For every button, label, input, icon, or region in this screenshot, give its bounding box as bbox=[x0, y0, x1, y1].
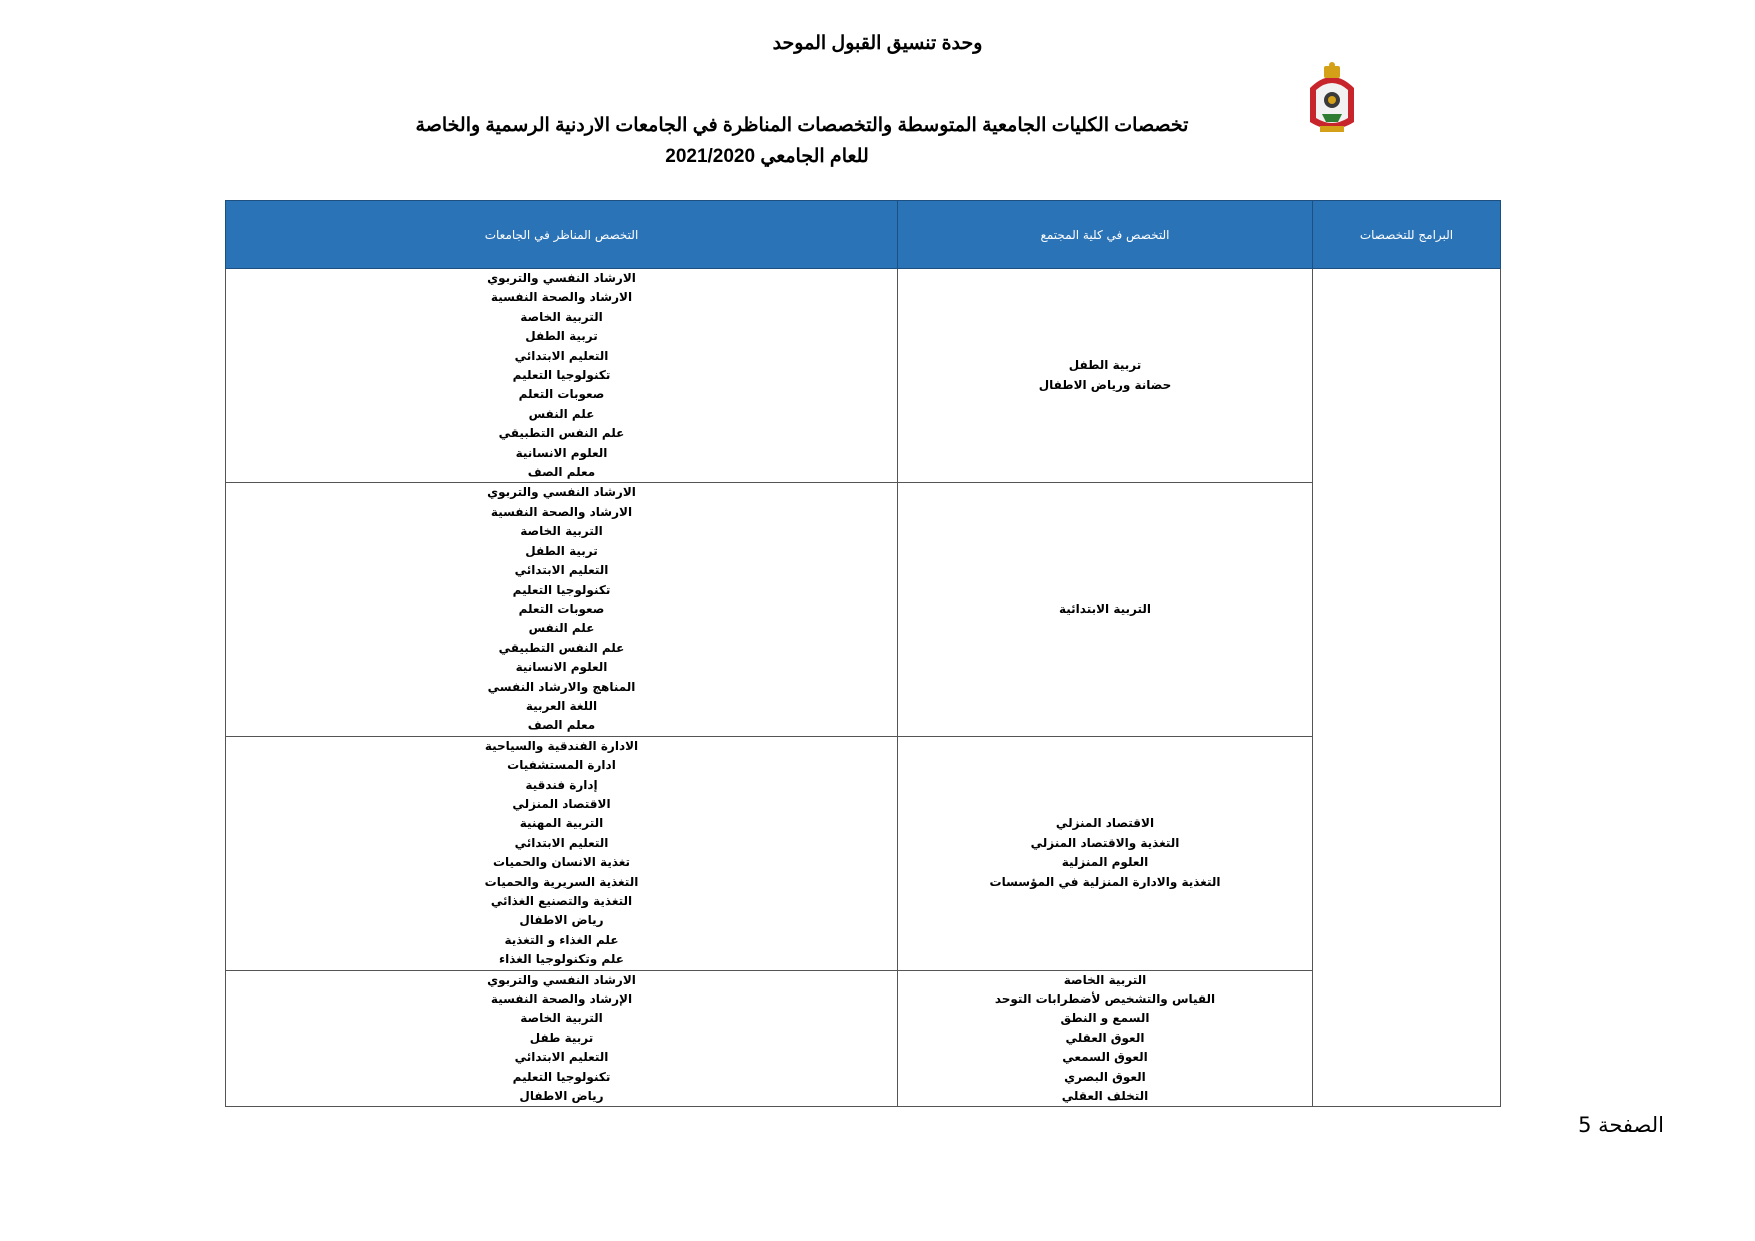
column-header-programs: البرامج للتخصصات bbox=[1313, 201, 1501, 269]
list-item: الإرشاد والصحة النفسية bbox=[490, 992, 633, 1007]
community-college-cell bbox=[898, 269, 1313, 483]
page-number: الصفحة 5 bbox=[1578, 1113, 1664, 1137]
universities-cell bbox=[226, 483, 898, 736]
list-item: علم النفس التطبيقي bbox=[498, 426, 625, 441]
list-item: التربية الخاصة bbox=[520, 524, 603, 539]
list-item: التغذية السريرية والحميات bbox=[484, 874, 639, 889]
list-item: العلوم المنزلية bbox=[1061, 855, 1149, 870]
unit-name: وحدة تنسيق القبول الموحد bbox=[772, 33, 983, 54]
list-item: التربية الخاصة bbox=[520, 1011, 603, 1026]
universities-cell bbox=[226, 970, 898, 1107]
list-item: تكنولوجيا التعليم bbox=[512, 368, 611, 383]
table-row bbox=[226, 269, 1501, 483]
list-item: التخلف العقلي bbox=[1061, 1089, 1149, 1104]
list-item: علم النفس bbox=[528, 406, 595, 421]
list-item: تربية الطفل bbox=[525, 543, 598, 558]
list-item: تكنولوجيا التعليم bbox=[512, 1069, 611, 1084]
table-header-row bbox=[226, 201, 1501, 269]
list-item: القياس والتشخيص لأضطرابات التوحد bbox=[994, 992, 1216, 1007]
list-item: تكنولوجيا التعليم bbox=[512, 582, 611, 597]
table-row bbox=[226, 970, 1501, 1107]
list-item: رياض الاطفال bbox=[519, 1089, 604, 1104]
list-item: التعليم الابتدائي bbox=[514, 1050, 609, 1065]
list-item: العوق السمعي bbox=[1062, 1050, 1148, 1065]
list-item: التربية المهنية bbox=[519, 816, 604, 831]
list-item: التربية الابتدائية bbox=[1058, 601, 1152, 616]
list-item: التغذية والتصنيع الغذائي bbox=[490, 894, 633, 908]
list-item: العلوم الانسانية bbox=[515, 445, 608, 460]
community-college-cell bbox=[898, 483, 1313, 736]
list-item: معلم الصف bbox=[527, 718, 596, 733]
list-item: الاقتصاد المنزلي bbox=[1055, 816, 1155, 831]
list-item: الادارة الفندقية والسياحية bbox=[484, 738, 639, 753]
list-item: التربية الخاصة bbox=[1063, 972, 1147, 987]
list-item: الارشاد النفسي والتربوي bbox=[487, 271, 636, 285]
list-item: اللغة العربية bbox=[525, 698, 598, 713]
list-item: العلوم الانسانية bbox=[515, 660, 608, 675]
programs-cell bbox=[1313, 269, 1501, 1107]
list-item: المناهج والارشاد النفسي bbox=[487, 679, 636, 694]
list-item: تربية طفل bbox=[529, 1030, 594, 1045]
table-row bbox=[226, 483, 1501, 736]
list-item: الارشاد والصحة النفسية bbox=[490, 290, 633, 305]
universities-cell bbox=[226, 736, 898, 970]
list-item: تربية الطفل bbox=[525, 329, 598, 344]
specializations-table bbox=[225, 200, 1501, 1107]
list-item: تربية الطفل bbox=[1068, 358, 1142, 373]
list-item: التغذية والادارة المنزلية في المؤسسات bbox=[989, 874, 1221, 889]
universities-cell bbox=[226, 269, 898, 483]
list-item: علم الغذاء و التغذية bbox=[504, 932, 619, 947]
list-item: حضانة ورياض الاطفال bbox=[1038, 377, 1172, 392]
list-item: صعوبات التعلم bbox=[518, 601, 605, 616]
list-item: معلم الصف bbox=[527, 465, 596, 480]
list-item: الاقتصاد المنزلي bbox=[512, 796, 611, 811]
list-item: علم النفس التطبيقي bbox=[498, 640, 625, 655]
list-item: السمع و النطق bbox=[1060, 1011, 1150, 1026]
list-item: علم النفس bbox=[528, 621, 595, 636]
list-item: تغذية الانسان والحميات bbox=[492, 855, 631, 870]
list-item: التعليم الابتدائي bbox=[514, 348, 609, 363]
community-college-cell bbox=[898, 736, 1313, 970]
list-item: العوق العقلي bbox=[1065, 1030, 1145, 1045]
list-item: صعوبات التعلم bbox=[518, 387, 605, 402]
list-item: التربية الخاصة bbox=[520, 309, 603, 324]
list-item: الارشاد النفسي والتربوي bbox=[487, 972, 636, 987]
list-item: التعليم الابتدائي bbox=[514, 563, 609, 578]
list-item: رياض الاطفال bbox=[519, 913, 604, 928]
list-item: ادارة المستشفيات bbox=[507, 758, 616, 773]
list-item: التعليم الابتدائي bbox=[514, 835, 609, 850]
academic-year: للعام الجامعي 2021/2020 bbox=[665, 146, 869, 167]
list-item: الارشاد والصحة النفسية bbox=[490, 504, 633, 519]
list-item: علم وتكنولوجيا الغذاء bbox=[499, 952, 624, 967]
document-title: تخصصات الكليات الجامعية المتوسطة والتخصصات المناظرة في الجامعات الاردنية الرسمية والخاصة bbox=[415, 115, 1189, 136]
list-item: إدارة فندقية bbox=[525, 777, 598, 792]
list-item: الارشاد النفسي والتربوي bbox=[487, 485, 636, 500]
column-header-universities: التخصص المناظر في الجامعات bbox=[226, 201, 898, 269]
community-college-cell bbox=[898, 970, 1313, 1107]
table-row bbox=[226, 736, 1501, 970]
list-item: العوق البصري bbox=[1064, 1069, 1146, 1084]
column-header-community-college: التخصص في كلية المجتمع bbox=[898, 201, 1313, 269]
list-item: التغذية والاقتصاد المنزلي bbox=[1030, 835, 1180, 850]
